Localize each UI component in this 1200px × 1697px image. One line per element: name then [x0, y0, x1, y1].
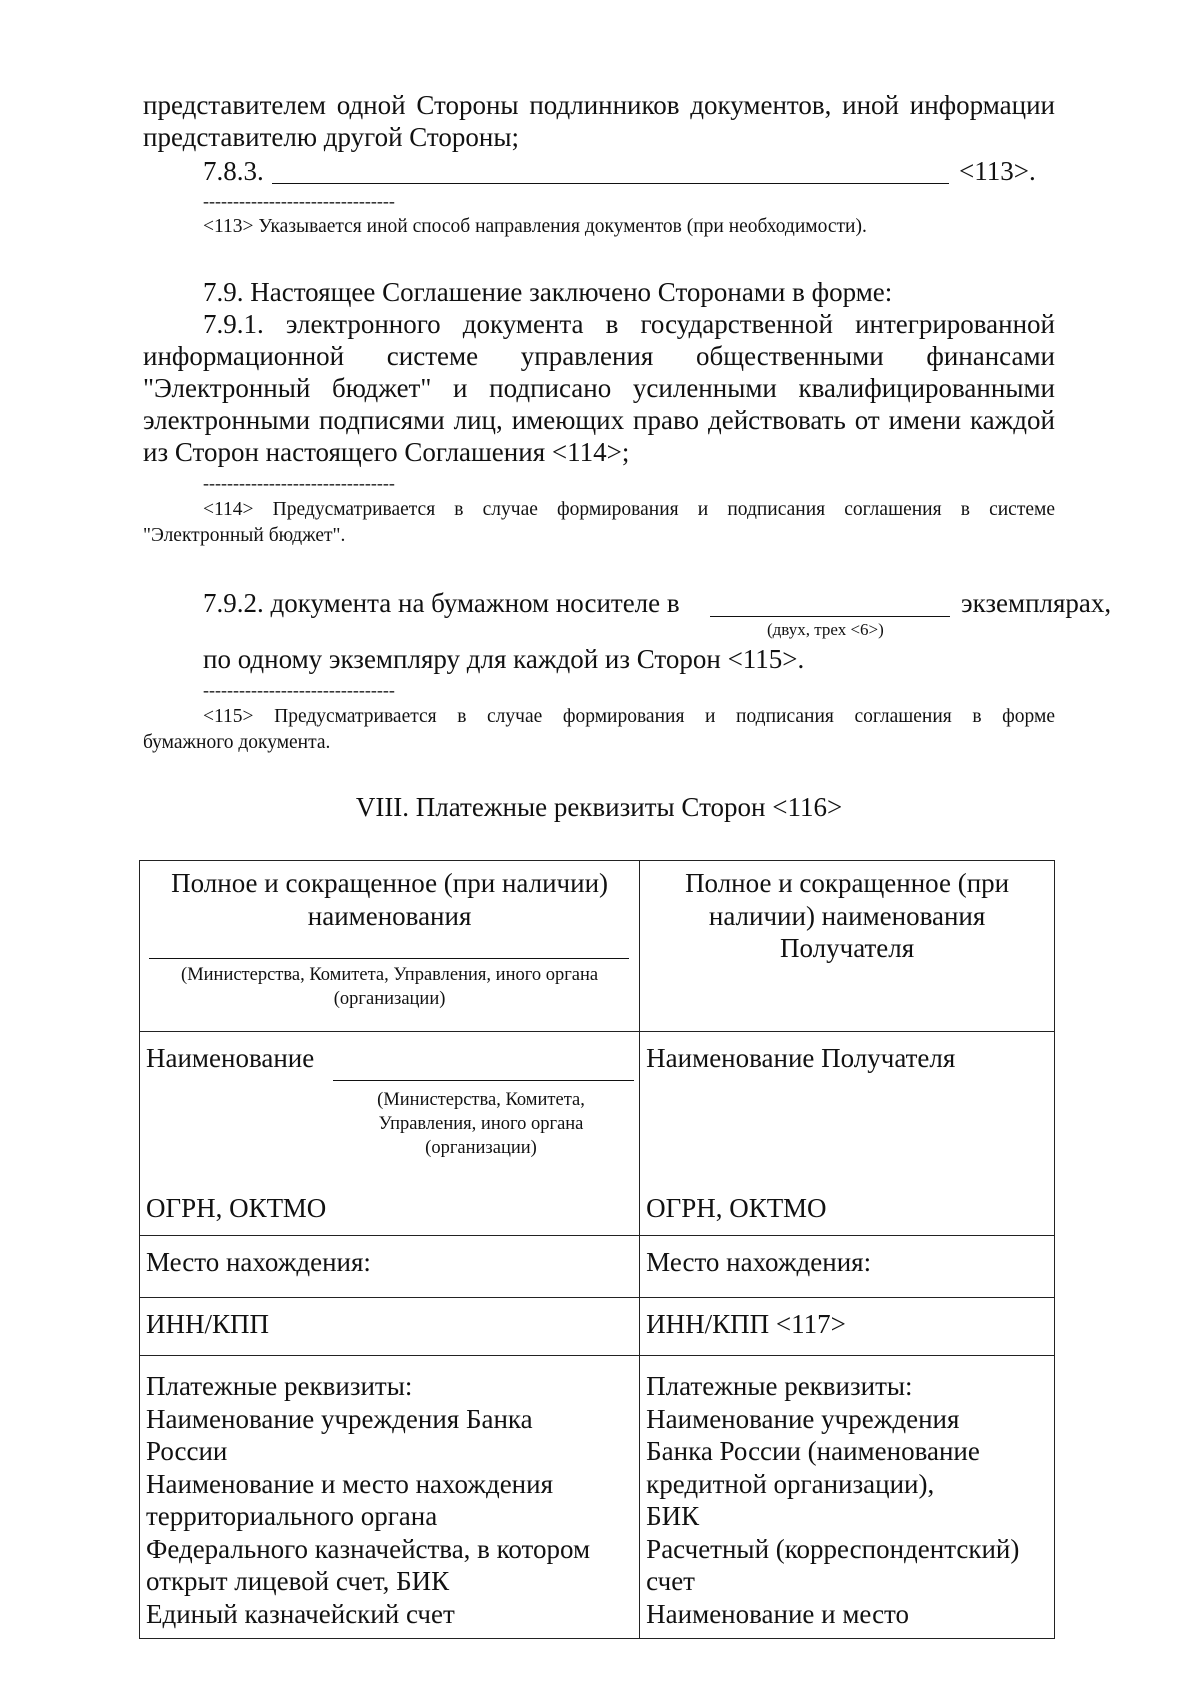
payment-right-line: Расчетный (корреспондентский)	[646, 1533, 1020, 1564]
name-cell-left	[140, 1032, 640, 1236]
header-cell-left	[140, 861, 640, 1032]
payment-right-line: Наименование учреждения	[646, 1403, 960, 1434]
blank-underline	[272, 183, 949, 184]
blank-underline	[333, 1080, 634, 1081]
paragraph-line: экземплярах,	[961, 588, 1112, 618]
payment-left-line: России	[146, 1436, 228, 1466]
table-row	[140, 861, 1055, 1032]
table-row	[140, 1356, 1055, 1639]
table-row	[140, 1032, 1055, 1236]
header-left-line: наименования	[307, 900, 472, 931]
paragraph-line: 7.9.2. документа на бумажном носителе в	[203, 588, 680, 618]
header-cell-right	[640, 861, 1055, 1032]
payment-left-line: Наименование и место нахождения	[146, 1468, 554, 1499]
payment-cell-left	[140, 1356, 640, 1639]
place-cell-left	[140, 1236, 640, 1298]
footnote-separator: --------------------------------	[203, 473, 395, 493]
footnote-114-line: "Электронный бюджет".	[143, 525, 346, 546]
payment-cell-right	[640, 1356, 1055, 1639]
footnote-113: <113> Указывается иной способ направления документов (при необходимости).	[203, 216, 867, 237]
place-cell-right	[640, 1236, 1055, 1298]
paragraph-line: представителем одной Стороны подлинников документов, иной информации	[143, 90, 1055, 120]
payment-right-line: счет	[646, 1566, 695, 1596]
name-left-label: Наименование	[146, 1043, 315, 1073]
footnote-separator: --------------------------------	[203, 680, 395, 700]
header-left-line: Полное и сокращенное (при наличии)	[171, 868, 609, 898]
footnote-ref-113: <113>.	[959, 156, 1036, 186]
requisites-table	[139, 860, 1055, 1639]
payment-right-line: Наименование и место	[646, 1598, 909, 1629]
paragraph-line: 7.9.1. электронного документа в государственной интегрированной	[203, 309, 1055, 339]
header-right-text: Полное и сокращенное (при наличии) наименования Получателя	[685, 868, 1010, 963]
footnote-115-line: <115> Предусматривается в случае формирования и подписания соглашения в форме	[203, 706, 1055, 727]
payment-left-line: Единый казначейский счет	[146, 1598, 455, 1629]
payment-left-line: территориального органа	[146, 1501, 438, 1531]
payment-right-line: БИК	[646, 1501, 700, 1531]
name-right-label: Наименование Получателя	[646, 1043, 956, 1073]
paragraph-line: представителю другой Стороны;	[143, 122, 519, 152]
section-8-title: VIII. Платежные реквизиты Сторон <116>	[355, 792, 843, 822]
paragraph-line: из Сторон настоящего Соглашения <114>;	[143, 437, 630, 467]
paragraph-line: по одному экземпляру для каждой из Сторон <115>.	[203, 644, 805, 674]
name-cell-right	[640, 1032, 1055, 1236]
blank-hint: (двух, трех <6>)	[767, 620, 884, 639]
blank-underline	[710, 616, 950, 617]
paragraph-line: электронными подписями лиц, имеющих право действовать от имени каждой	[143, 405, 1055, 435]
inn-cell-left	[140, 1298, 640, 1356]
blank-underline	[149, 958, 629, 959]
inn-cell-right	[640, 1298, 1055, 1356]
header-left-note: (Министерства, Комитета, Управления, иного органа (организации)	[181, 965, 599, 1009]
payment-left-line: Наименование учреждения Банка	[146, 1403, 533, 1434]
payment-right-line: Банка России (наименование	[646, 1436, 980, 1466]
place-right-label: Место нахождения:	[646, 1247, 872, 1277]
payment-left-line: Платежные реквизиты:	[146, 1371, 413, 1401]
footnote-separator: --------------------------------	[203, 191, 395, 211]
place-left-label: Место нахождения:	[146, 1247, 371, 1277]
footnote-114-line: <114> Предусматривается в случае формирования и подписания соглашения в системе	[203, 499, 1055, 520]
paragraph-line: информационной системе управления общественными финансами	[143, 341, 1055, 371]
table-row	[140, 1298, 1055, 1356]
inn-right-label: ИНН/КПП <117>	[646, 1309, 846, 1339]
name-left-note: (Министерства, Комитета, Управления, иного органа (организации)	[377, 1090, 585, 1158]
table-row	[140, 1236, 1055, 1298]
payment-right-line: Платежные реквизиты:	[646, 1371, 913, 1401]
section-7-9-title: 7.9. Настоящее Соглашение заключено Сторонами в форме:	[203, 277, 893, 307]
payment-right-line: кредитной организации),	[646, 1468, 935, 1499]
payment-left-line: открыт лицевой счет, БИК	[146, 1566, 450, 1596]
inn-left-label: ИНН/КПП	[146, 1309, 270, 1339]
item-7-8-3-number: 7.8.3.	[203, 156, 264, 186]
ogrn-right-label: ОГРН, ОКТМО	[646, 1193, 827, 1223]
paragraph-line: "Электронный бюджет" и подписано усиленными квалифицированными	[143, 373, 1055, 403]
footnote-115-line: бумажного документа.	[143, 732, 331, 753]
payment-left-line: Федерального казначейства, в котором	[146, 1533, 591, 1564]
ogrn-left-label: ОГРН, ОКТМО	[146, 1193, 327, 1223]
